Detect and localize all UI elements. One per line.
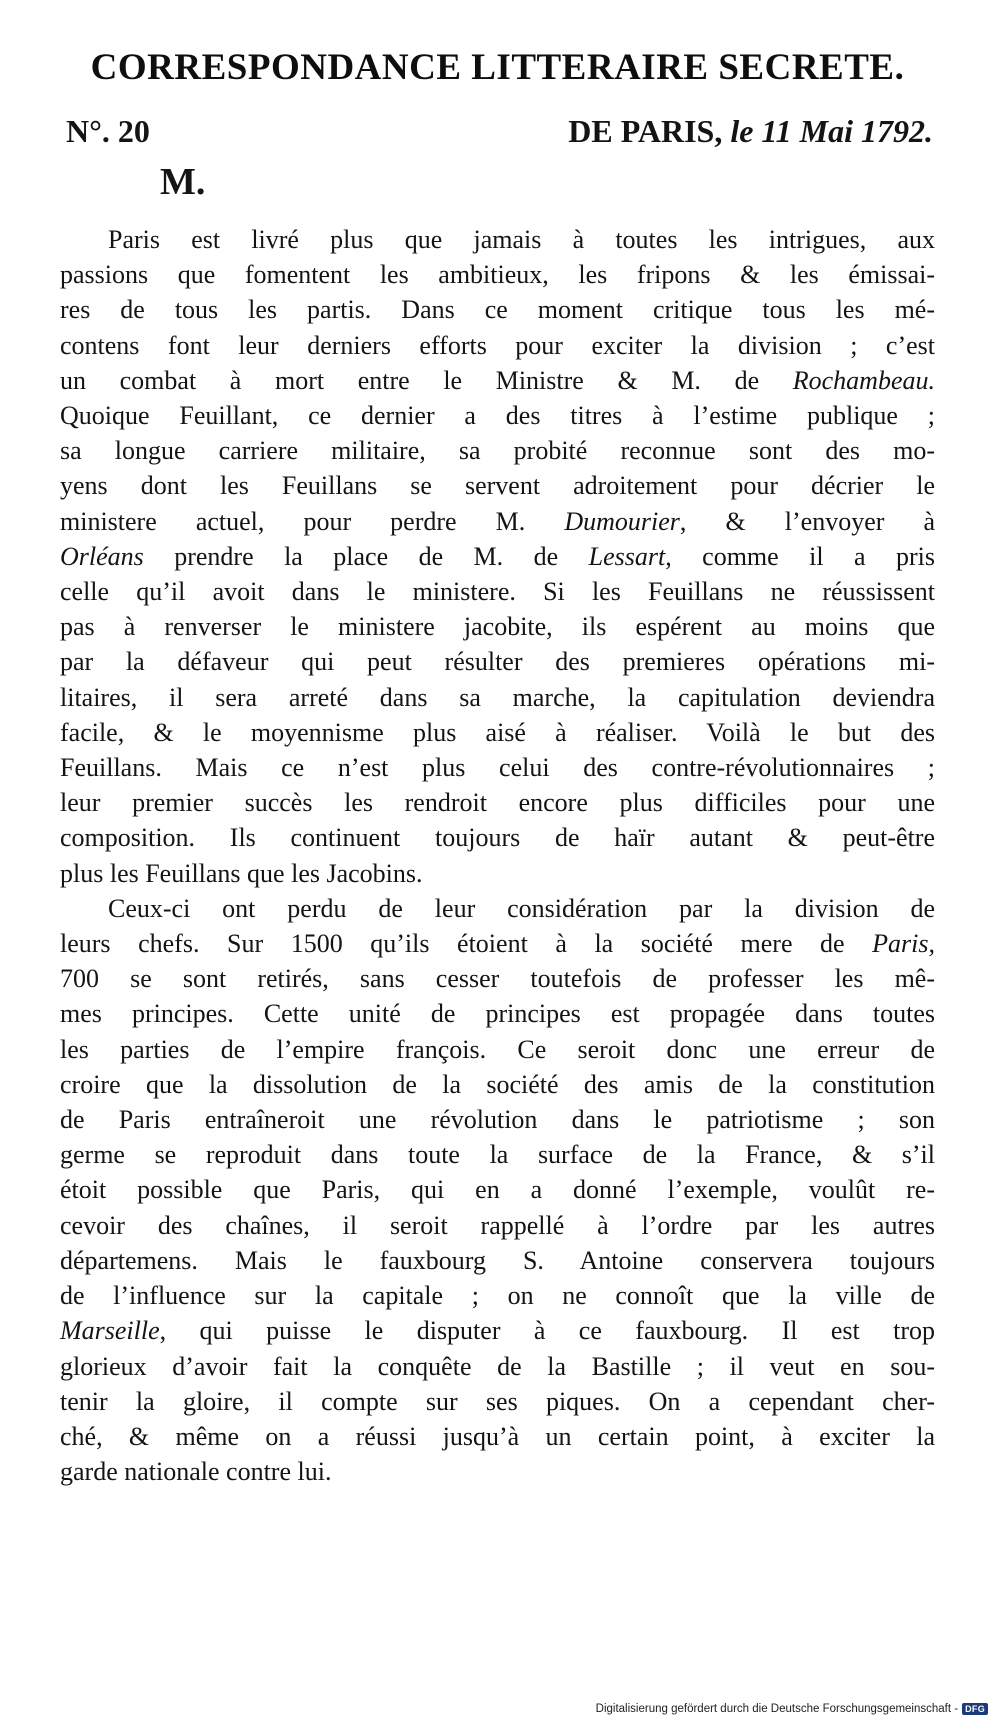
text-run: leur premier succès les rendroit encore plus difficiles pour une <box>60 788 935 818</box>
paragraph <box>60 222 935 891</box>
text-line <box>60 468 935 503</box>
text-run: , & l’envoyer à <box>679 506 935 536</box>
text-run: sa longue carriere militaire, sa probité reconnue sont des mo- <box>60 436 935 466</box>
text-line <box>60 574 935 609</box>
document-content <box>60 40 935 1489</box>
text-run: mes principes. Cette unité de principes est propagée dans toutes <box>60 999 935 1029</box>
text-line <box>60 1349 935 1384</box>
text-line <box>60 1208 935 1243</box>
text-line <box>60 680 935 715</box>
text-run: étoit possible que Paris, qui en a donné l’exemple, voulût re- <box>60 1175 935 1205</box>
text-line <box>60 398 935 433</box>
text-line <box>60 1278 935 1313</box>
credit-text: Digitalisierung gefördert durch die Deutsche Forschungsgemeinschaft - <box>595 1703 959 1715</box>
body-text <box>60 222 935 1489</box>
text-line <box>60 891 935 926</box>
text-run: de l’influence sur la capitale ; on ne connoît que la ville de <box>60 1281 935 1311</box>
text-run: Paris est livré plus que jamais à toutes les intrigues, aux <box>108 225 935 254</box>
text-line <box>60 1313 935 1348</box>
place-le: le <box>730 113 754 149</box>
issue-date: 11 Mai 1792. <box>761 113 933 149</box>
text-run: pas à renverser le ministere jacobite, ils espérent au moins que <box>60 612 935 642</box>
italic-text: Dumourier <box>564 506 680 536</box>
text-run: prendre la place de M. de <box>143 541 589 571</box>
text-run: passions que fomentent les ambitieux, les fripons & les émissai- <box>60 260 935 290</box>
text-line <box>60 996 935 1031</box>
issue-number: N°. 20 <box>66 113 150 149</box>
italic-text: Rochambeau. <box>792 365 935 395</box>
text-line <box>60 222 935 257</box>
text-run: de Paris entraîneroit une révolution dans le patriotisme ; son <box>60 1105 935 1135</box>
text-run: composition. Ils continuent toujours de haïr autant & peut-être <box>60 823 935 853</box>
text-run: contens font leur derniers efforts pour exciter la division ; c’est <box>60 330 935 360</box>
masthead-title: CORRESPONDANCE LITTERAIRE SECRETE. <box>90 47 905 88</box>
text-run: facile, & le moyennisme plus aisé à réaliser. Voilà le but des <box>60 717 935 747</box>
italic-text: Orléans <box>60 541 144 571</box>
italic-text: Paris, <box>872 929 935 959</box>
text-run: croire que la dissolution de la société des amis de la constitution <box>60 1069 935 1099</box>
text-run: ché, & même on a réussi jusqu’à un certain point, à exciter la <box>60 1421 935 1451</box>
text-run: leurs chefs. Sur 1500 qu’ils étoient à la société mere de <box>60 929 873 959</box>
italic-text: Lessart <box>588 541 666 571</box>
text-run: un combat à mort entre le Ministre & M. de <box>60 365 793 395</box>
text-line <box>60 1454 935 1489</box>
text-run: Quoique Feuillant, ce dernier a des titres à l’estime publique ; <box>60 401 935 431</box>
text-run: Feuillans. Mais ce n’est plus celui des contre-révolutionnaires ; <box>60 753 935 783</box>
text-line <box>60 363 935 398</box>
text-line <box>60 1067 935 1102</box>
text-run: 700 se sont retirés, sans cesser toutefois de professer les mê- <box>60 964 935 994</box>
text-run: cevoir des chaînes, il seroit rappellé à l’ordre par les autres <box>60 1210 935 1240</box>
text-line <box>60 785 935 820</box>
text-line <box>60 609 935 644</box>
text-run: les parties de l’empire françois. Ce seroit donc une erreur de <box>60 1034 935 1064</box>
salutation: M. <box>160 161 206 203</box>
text-run: plus les Feuillans que les Jacobins. <box>60 858 423 888</box>
digitization-credit <box>596 1703 988 1715</box>
text-line <box>60 1384 935 1419</box>
text-line <box>60 292 935 327</box>
text-run: germe se reproduit dans toute la surface de la France, & s’il <box>60 1140 935 1170</box>
text-line <box>60 1032 935 1067</box>
text-line <box>60 328 935 363</box>
text-line <box>60 1243 935 1278</box>
text-line <box>60 257 935 292</box>
text-line <box>60 750 935 785</box>
text-line <box>60 856 935 891</box>
text-line <box>60 539 935 574</box>
text-line <box>60 644 935 679</box>
text-run: glorieux d’avoir fait la conquête de la Bastille ; il veut en sou- <box>60 1351 935 1381</box>
text-run: garde nationale contre lui. <box>60 1457 332 1487</box>
text-line <box>60 433 935 468</box>
text-run: tenir la gloire, il compte sur ses piques. On a cependant cher- <box>60 1386 935 1416</box>
dfg-logo: DFG <box>962 1703 988 1715</box>
text-run: litaires, il sera arreté dans sa marche, la capitulation deviendra <box>60 682 935 712</box>
text-line <box>60 1419 935 1454</box>
text-line <box>60 1172 935 1207</box>
text-line <box>60 961 935 996</box>
text-run: départemens. Mais le fauxbourg S. Antoine conservera toujours <box>60 1245 935 1275</box>
text-run: res de tous les partis. Dans ce moment critique tous les mé- <box>60 295 935 325</box>
text-line <box>60 926 935 961</box>
italic-text: Marseille <box>60 1316 160 1346</box>
text-run: celle qu’il avoit dans le ministere. Si les Feuillans ne réussissent <box>60 577 935 607</box>
dateline <box>60 113 935 150</box>
place-date <box>568 113 933 150</box>
place-prefix: DE PARIS, <box>568 113 723 149</box>
text-run: Ceux-ci ont perdu de leur considération par la division de <box>108 893 935 923</box>
paragraph <box>60 891 935 1489</box>
text-run: , comme il a pris <box>665 541 936 571</box>
text-run: , qui puisse le disputer à ce fauxbourg. Il est trop <box>159 1316 935 1346</box>
text-line <box>60 504 935 539</box>
text-run: ministere actuel, pour perdre M. <box>60 506 565 536</box>
text-run: par la défaveur qui peut résulter des premieres opérations mi- <box>60 647 935 677</box>
text-line <box>60 715 935 750</box>
text-line <box>60 1137 935 1172</box>
text-run: yens dont les Feuillans se servent adroitement pour décrier le <box>60 471 935 501</box>
text-line <box>60 1102 935 1137</box>
text-line <box>60 820 935 855</box>
